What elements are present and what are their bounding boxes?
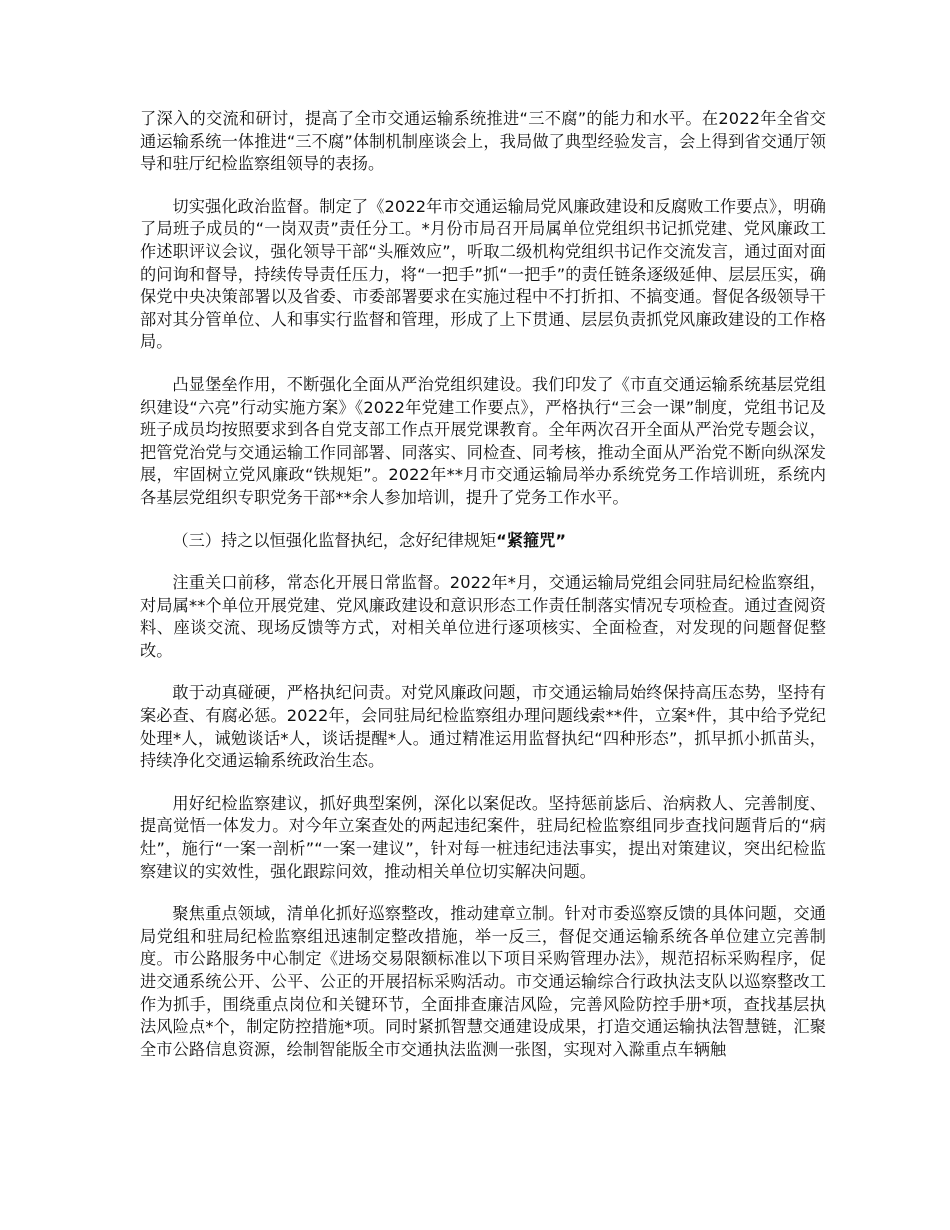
paragraph-party-organization: 凸显堡垒作用，不断强化全面从严治党组织建设。我们印发了《市直交通运输系统基层党组织建设“六亮”行动实施方案》《2022年党建工作要点》，严格执行“三会一课”制度，党组书记及班子成员均按照要求到各自党支部工作点开展党课教育。全年两次召开全面从严治党专题会议，把管党治党与交通运输工作同部署、同落实、同检查、同考核，推动全面从严治党不断向纵深发展，牢固树立党风廉政“铁规矩”。2022年**月市交通运输局举办系统党务工作培训班，系统内各基层党组织专职党务干部**余人参加培训，提升了党务工作水平。 — [140, 374, 826, 507]
paragraph-discipline-accountability: 敢于动真碰硬，严格执纪问责。对党风廉政问题，市交通运输局始终保持高压态势，坚持有案必查、有腐必惩。2022年，会同驻局纪检监察组办理问题线索**件，立案*件，其中给予党纪处理*人，诫勉谈话*人，谈话提醒*人。通过精准运用监督执纪“四种形态”，抓早抓小抓苗头，持续净化交通运输系统政治生态。 — [140, 683, 826, 771]
paragraph-continuation: 了深入的交流和研讨，提高了全市交通运输系统推进“三不腐”的能力和水平。在2022年全省交通运输系统一体推进“三不腐”体制机制座谈会上，我局做了典型经验发言，会上得到省交通厅领导和驻厅纪检监察组领导的表扬。 — [140, 109, 826, 174]
paragraph-key-areas: 聚焦重点领域，清单化抓好巡察整改，推动建章立制。针对市委巡察反馈的具体问题，交通局党组和驻局纪检监察组迅速制定整改措施，举一反三，督促交通运输系统各单位建立完善制度。市公路服务中心制定《进场交易限额标准以下项目采购管理办法》，规范招标采购程序，促进交通系统公开、公平、公正的开展招标采购活动。市交通运输综合行政执法支队以巡察整改工作为抓手，围绕重点岗位和关键环节，全面排查廉洁风险，完善风险防控手册*项，查找基层执法风险点*个，制定防控措施*项。同时紧抓智慧交通建设成果，打造交通运输执法智慧链，汇聚全市公路信息资源，绘制智能版全市交通执法监测一张图，实现对入滁重点车辆触 — [140, 904, 826, 1059]
paragraph-daily-supervision: 注重关口前移，常态化开展日常监督。2022年*月，交通运输局党组会同驻局纪检监察组，对局属**个单位开展党建、党风廉政建设和意识形态工作责任制落实情况专项检查。通过查阅资料、座谈交流、现场反馈等方式，对相关单位进行逐项核实、全面检查，对发现的问题督促整改。 — [140, 573, 826, 660]
document-body — [140, 108, 826, 1081]
section-heading-three — [140, 530, 826, 553]
paragraph-political-supervision: 切实强化政治监督。制定了《2022年市交通运输局党风廉政建设和反腐败工作要点》，明确了局班子成员的“一岗双责”责任分工。*月份市局召开局属单位党组织书记抓党建、党风廉政工作述职评议会议，强化领导干部“头雁效应”，听取二级机构党组织书记作交流发言，通过面对面的问询和督导，持续传导责任压力，将“一把手”抓“一把手”的责任链条逐级延伸、层层压实，确保党中央决策部署以及省委、市委部署要求在实施过程中不打折扣、不搞变通。督促各级领导干部对其分管单位、人和事实行监督和管理，形成了上下贯通、层层负责抓党风廉政建设的工作格局。 — [140, 196, 826, 352]
paragraph-inspection-suggestions: 用好纪检监察建议，抓好典型案例，深化以案促改。坚持惩前毖后、治病救人、完善制度、提高觉悟一体发力。对今年立案查处的两起违纪案件，驻局纪检监察组同步查找问题背后的“病灶”，施行“一案一剖析”“一案一建议”，针对每一桩违纪违法事实，提出对策建议，突出纪检监察建议的实效性，强化跟踪问效，推动相关单位切实解决问题。 — [140, 793, 826, 881]
section-heading-main: （三）持之以恒强化监督执纪，念好纪律规矩 — [172, 530, 497, 550]
section-heading-emphasis: “紧箍咒” — [496, 530, 566, 550]
